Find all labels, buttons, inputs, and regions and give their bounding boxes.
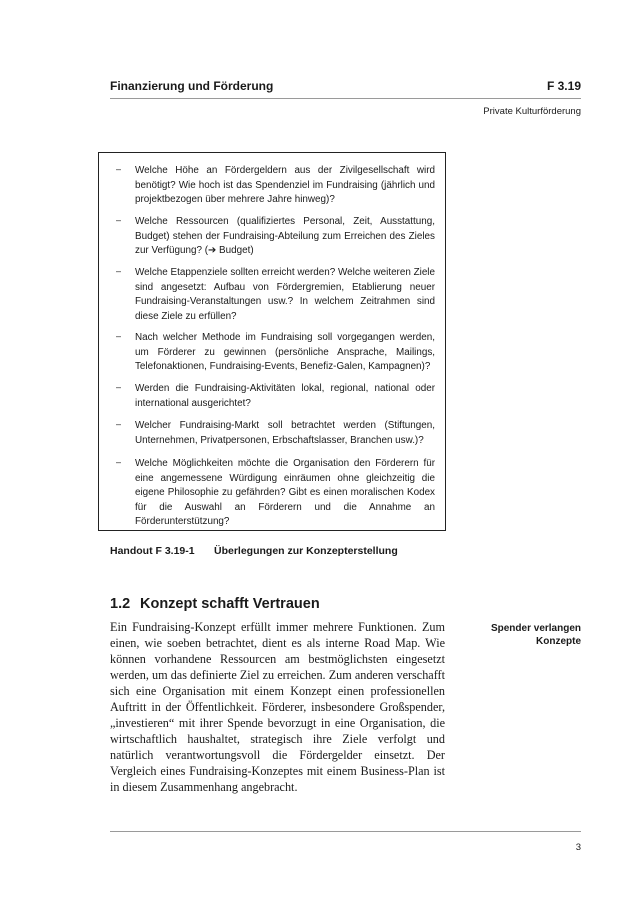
margin-note: Spender verlangen Konzepte	[490, 623, 581, 647]
running-header-code: F 3.19	[546, 79, 581, 93]
handout-title: Überlegungen zur Konzepterstellung	[214, 545, 398, 557]
list-item-text: Welche Möglichkeiten möchte die Organisation den Förderern für eine angemessene Würdigung einräumen ohne gleichzeitig die eigene Philosophie zu gefährden? Gibt es einen moralischen Kodex für die Auswahl an Förderern und die Annahme an Förderunterstützung?	[135, 458, 435, 527]
list-item-text: Nach welcher Methode im Fundraising soll vorgegangen werden, um Förderer zu gewinnen (persönliche Ansprache, Mailings, Telefonaktionen, Fundraising-Events, Benefiz-Galen, Kampagnen)?	[135, 332, 435, 372]
handout-label: Handout F 3.19-1	[110, 545, 195, 557]
bullet-dash: –	[116, 331, 122, 341]
list-item-text: Werden die Fundraising-Aktivitäten lokal, regional, national oder international ausgerichtet?	[135, 383, 435, 409]
section-number: 1.2	[110, 596, 131, 612]
bullet-dash: –	[116, 382, 122, 392]
running-header-subtitle: Private Kulturförderung	[483, 106, 581, 117]
list-item-text: Welche Etappenziele sollten erreicht werden? Welche weiteren Ziele sind angesetzt: Aufbau von Fördergremien, Etablierung neuer Fundraising-Veranstaltungen usw.? In welchem Zeitrahmen sind diese Ziele zu erfüllen?	[135, 267, 435, 322]
list-item-text: Welche Ressourcen (qualifiziertes Personal, Zeit, Ausstattung, Budget) stehen der Fundraising-Abteilung zum Erreichen des Zieles zur Verfügung? (➔ Budget)	[135, 216, 435, 256]
bullet-dash: –	[116, 215, 122, 225]
checklist-box	[98, 152, 446, 531]
header-divider	[110, 98, 581, 99]
page-number: 3	[575, 842, 581, 853]
list-item-text: Welche Höhe an Fördergeldern aus der Zivilgesellschaft wird benötigt? Wie hoch ist das Spendenziel im Fundraising (jährlich und projektbezogen über mehrere Jahre hinweg)?	[135, 165, 435, 205]
bullet-dash: –	[116, 457, 122, 467]
footer-divider	[110, 831, 581, 832]
running-header-title: Finanzierung und Förderung	[110, 79, 274, 93]
bullet-dash: –	[116, 419, 122, 429]
body-paragraph: Ein Fundraising-Konzept erfüllt immer mehrere Funktionen. Zum einen, wie soeben betrachtet, dient es als interne Road Map. Wie können vorhandene Ressourcen am bestmöglichsten eingesetzt werden, um das definierte Ziel zu erreichen. Zum anderen verschafft sich eine Organisation mit einem Konzept einen professionellen Auftritt in der Öffentlichkeit. Förderer, insbesondere Großspender, „investieren“ mit ihrer Spende bevorzugt in eine Organisation, die wirtschaftlich haushaltet, strategisch ihre Ziele verfolgt und natürlich verantwortungsvoll die Fördergelder einsetzt. Der Vergleich eines Fundraising-Konzeptes mit einem Business-Plan ist in diesem Zusammenhang angebracht.	[110, 620, 445, 794]
bullet-dash: –	[116, 164, 122, 174]
bullet-dash: –	[116, 266, 122, 276]
section-title: Konzept schafft Vertrauen	[140, 596, 320, 612]
list-item-text: Welcher Fundraising-Markt soll betrachtet werden (Stiftungen, Unternehmen, Privatpersonen, Erbschaftslasser, Branchen usw.)?	[135, 420, 435, 446]
